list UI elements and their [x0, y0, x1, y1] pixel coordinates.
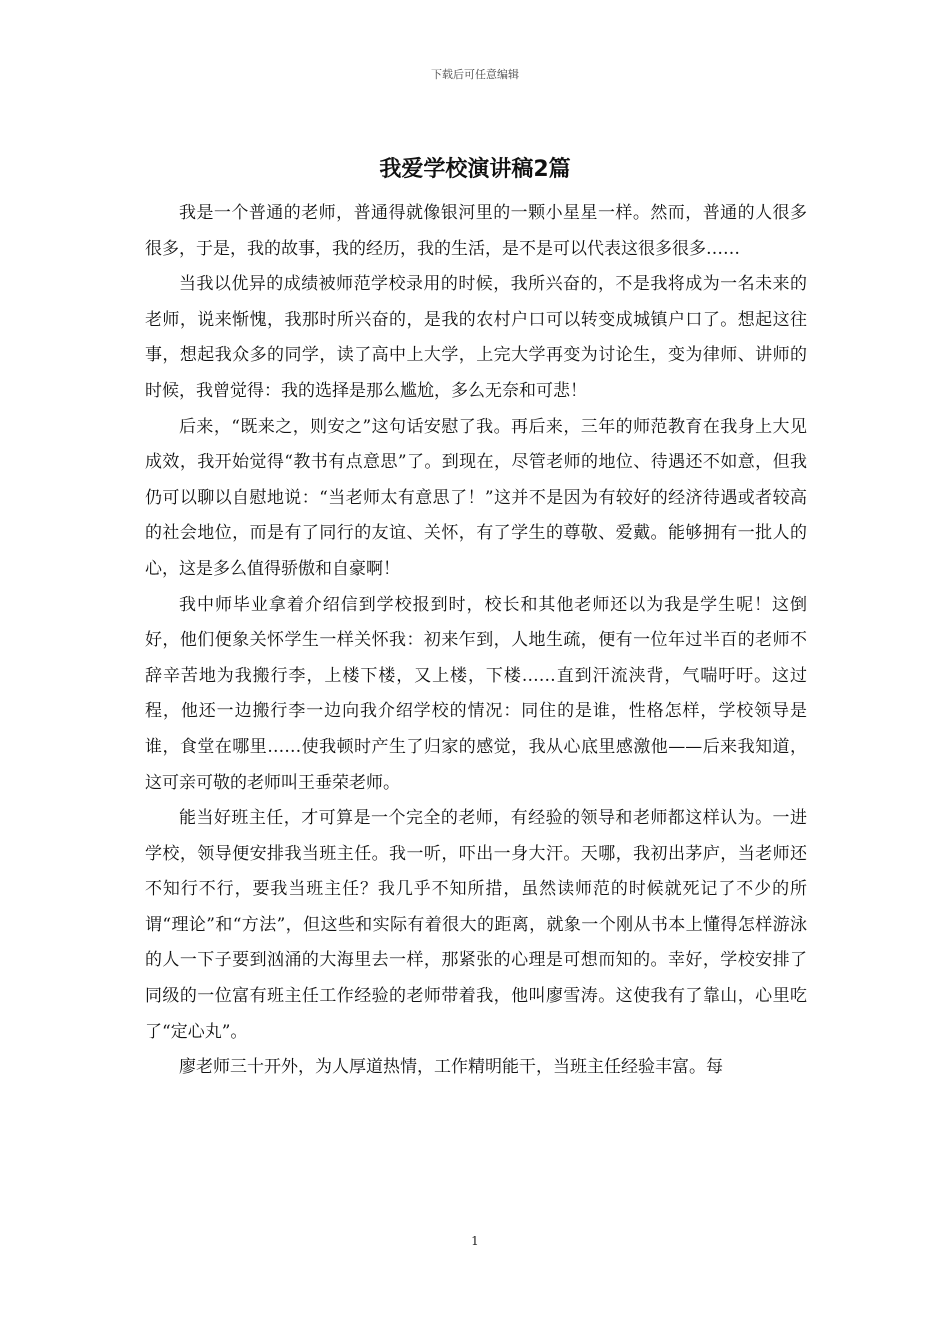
paragraph-5: 能当好班主任，才可算是一个完全的老师，有经验的领导和老师都这样认为。一进学校，领导便安排我当班主任。我一听，吓出一身大汗。天哪，我初出茅庐，当老师还不知行不行，要我当班主任？我几乎不知所措，虽然读师范的时候就死记了不少的所谓“理论”和“方法”，但这些和实际有着很大的距离，就象一个刚从书本上懂得怎样游泳的人一下子要到汹涌的大海里去一样，那紧张的心理是可想而知的。幸好，学校安排了同级的一位富有班主任工作经验的老师带着我，他叫廖雪涛。这使我有了靠山，心里吃了“定心丸”。 [145, 808, 807, 1042]
paragraph-3: 后来，“既来之，则安之”这句话安慰了我。再后来，三年的师范教育在我身上大见成效，我开始觉得“教书有点意思”了。到现在，尽管老师的地位、待遇还不如意，但我仍可以聊以自慰地说：“当老师太有意思了！”这并不是因为有较好的经济待遇或者较高的社会地位，而是有了同行的友谊、关怀，有了学生的尊敬、爱戴。能够拥有一批人的心，这是多么值得骄傲和自豪啊！ [145, 416, 807, 579]
page-header-note: 下载后可任意编辑 [431, 68, 519, 81]
document-title: 我爱学校演讲稿2篇 [379, 157, 571, 182]
paragraph-1: 我是一个普通的老师，普通得就像银河里的一颗小星星一样。然而，普通的人很多很多，于是，我的故事，我的经历，我的生活，是不是可以代表这很多很多…… [145, 203, 807, 259]
paragraph-2: 当我以优异的成绩被师范学校录用的时候，我所兴奋的，不是我将成为一名未来的老师，说来惭愧，我那时所兴奋的，是我的农村户口可以转变成城镇户口了。想起这往事，想起我众多的同学，读了高中上大学，上完大学再变为讨论生，变为律师、讲师的时候，我曾觉得：我的选择是那么尴尬，多么无奈和可悲！ [145, 274, 807, 401]
page-number: 1 [471, 1234, 479, 1248]
paragraph-4: 我中师毕业拿着介绍信到学校报到时，校长和其他老师还以为我是学生呢！这倒好，他们便象关怀学生一样关怀我：初来乍到，人地生疏，便有一位年过半百的老师不辞辛苦地为我搬行李，上楼下楼，又上楼，下楼……直到汗流浃背，气喘吁吁。这过程，他还一边搬行李一边向我介绍学校的情况：同住的是谁，性格怎样，学校领导是谁，食堂在哪里……使我顿时产生了归家的感觉，我从心底里感激他——后来我知道，这可亲可敬的老师叫王垂荣老师。 [145, 594, 807, 793]
paragraph-6: 廖老师三十开外，为人厚道热情，工作精明能干，当班主任经验丰富。每 [179, 1057, 723, 1078]
document-body [145, 196, 807, 1086]
